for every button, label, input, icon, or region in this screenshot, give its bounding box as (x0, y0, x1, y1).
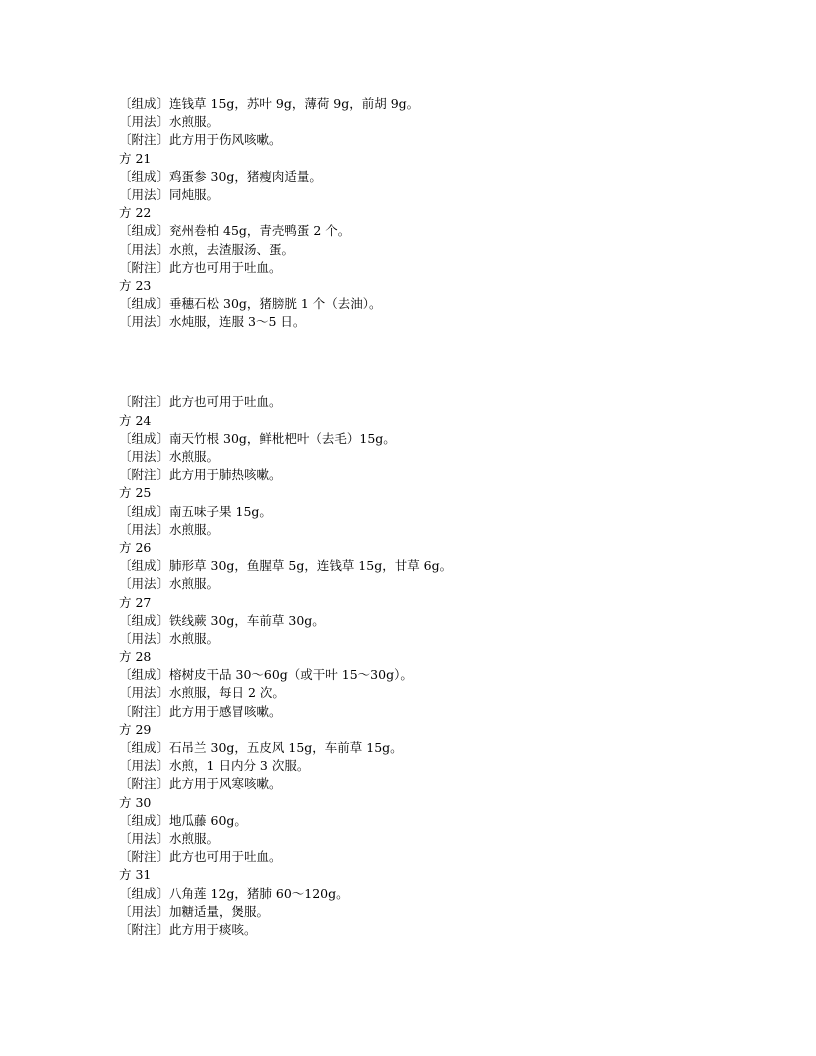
field-text: 铁线蕨 30g，车前草 30g。 (169, 612, 325, 628)
field-text: 水炖服，连服 3～5 日。 (169, 314, 306, 330)
field-text: 南五味子果 15g。 (169, 503, 272, 519)
field-label: 〔用法〕 (119, 903, 170, 919)
recipe-line (119, 241, 799, 259)
field-label: 〔附注〕 (119, 259, 170, 275)
recipe-heading (119, 484, 799, 502)
field-text: 水煎服。 (169, 576, 220, 592)
recipe-heading (119, 648, 799, 666)
text-block (119, 393, 799, 939)
recipe-heading (119, 866, 799, 884)
recipe-line (119, 430, 799, 448)
recipe-line (119, 812, 799, 830)
recipe-line (119, 775, 799, 793)
field-text: 水煎服。 (169, 114, 220, 130)
field-label: 〔组成〕 (119, 612, 170, 628)
recipe-line (119, 830, 799, 848)
field-text: 水煎服。 (169, 521, 220, 537)
field-label: 〔附注〕 (119, 776, 170, 792)
field-text: 八角莲 12g，猪肺 60～120g。 (169, 885, 349, 901)
recipe-line (119, 630, 799, 648)
field-label: 〔用法〕 (119, 314, 170, 330)
recipe-line (119, 393, 799, 411)
field-text: 此方用于感冒咳嗽。 (169, 703, 282, 719)
field-label: 〔附注〕 (119, 394, 170, 410)
field-label: 〔附注〕 (119, 132, 170, 148)
recipe-heading (119, 721, 799, 739)
recipe-number: 方 29 (119, 721, 152, 737)
field-text: 水煎服。 (169, 449, 220, 464)
recipe-heading (119, 594, 799, 612)
recipe-line (119, 503, 799, 521)
field-text: 水煎服。 (169, 830, 220, 846)
field-text: 地瓜藤 60g。 (169, 812, 247, 828)
field-text: 水煎服。 (169, 630, 220, 646)
field-label: 〔组成〕 (119, 503, 170, 519)
field-text: 榕树皮干品 30～60g（或干叶 15～30g）。 (169, 667, 413, 683)
recipe-line (119, 131, 799, 149)
text-block (119, 95, 799, 331)
field-label: 〔用法〕 (119, 449, 170, 464)
field-label: 〔用法〕 (119, 758, 170, 774)
field-text: 此方用于伤风咳嗽。 (169, 132, 282, 148)
recipe-line (119, 703, 799, 721)
recipe-line (119, 521, 799, 539)
field-label: 〔组成〕 (119, 96, 170, 111)
recipe-line (119, 295, 799, 313)
field-label: 〔组成〕 (119, 296, 170, 312)
recipe-line (119, 921, 799, 939)
recipe-line (119, 113, 799, 131)
field-label: 〔用法〕 (119, 685, 170, 701)
field-text: 鸡蛋参 30g，猪瘦肉适量。 (169, 168, 322, 184)
recipe-number: 方 30 (119, 794, 152, 810)
field-label: 〔附注〕 (119, 703, 170, 719)
recipe-line (119, 903, 799, 921)
field-label: 〔用法〕 (119, 830, 170, 846)
recipe-line (119, 848, 799, 866)
recipe-heading (119, 150, 799, 168)
field-label: 〔组成〕 (119, 740, 170, 755)
recipe-line (119, 885, 799, 903)
recipe-line (119, 666, 799, 684)
recipe-line (119, 757, 799, 775)
field-text: 此方用于风寒咳嗽。 (169, 776, 282, 792)
field-text: 垂穗石松 30g，猪膀胱 1 个（去油）。 (169, 296, 382, 312)
field-label: 〔组成〕 (119, 168, 170, 184)
field-text: 连钱草 15g，苏叶 9g，薄荷 9g，前胡 9g。 (169, 96, 420, 111)
field-label: 〔附注〕 (119, 849, 170, 865)
field-label: 〔组成〕 (119, 885, 170, 901)
recipe-heading (119, 539, 799, 557)
recipe-line (119, 739, 799, 757)
recipe-line (119, 222, 799, 240)
field-label: 〔组成〕 (119, 812, 170, 828)
recipe-heading (119, 277, 799, 295)
field-label: 〔组成〕 (119, 558, 170, 574)
field-label: 〔用法〕 (119, 521, 170, 537)
recipe-number: 方 24 (119, 412, 152, 428)
recipe-line (119, 186, 799, 204)
field-text: 水煎，去渣服汤、蛋。 (169, 241, 295, 257)
recipe-number: 方 21 (119, 150, 152, 166)
field-label: 〔组成〕 (119, 667, 170, 683)
recipe-number: 方 28 (119, 649, 152, 665)
field-label: 〔附注〕 (119, 921, 170, 937)
field-text: 石吊兰 30g，五皮风 15g，车前草 15g。 (169, 740, 403, 755)
field-text: 兖州卷柏 45g，青壳鸭蛋 2 个。 (169, 223, 351, 239)
recipe-number: 方 27 (119, 594, 152, 610)
recipe-number: 方 26 (119, 539, 152, 555)
recipe-line (119, 259, 799, 277)
field-label: 〔组成〕 (119, 430, 170, 446)
recipe-line (119, 557, 799, 575)
recipe-line (119, 612, 799, 630)
field-label: 〔用法〕 (119, 630, 170, 646)
recipe-line (119, 466, 799, 484)
field-text: 肺形草 30g，鱼腥草 5g，连钱草 15g，甘草 6g。 (169, 558, 453, 574)
recipe-heading (119, 204, 799, 222)
recipe-number: 方 22 (119, 205, 152, 221)
recipe-heading (119, 412, 799, 430)
document-page (119, 95, 799, 939)
recipe-line (119, 95, 799, 113)
field-text: 南天竹根 30g，鲜枇杷叶（去毛）15g。 (169, 430, 396, 446)
recipe-number: 方 23 (119, 277, 152, 293)
recipe-line (119, 313, 799, 331)
field-text: 加糖适量，煲服。 (169, 903, 270, 919)
field-label: 〔用法〕 (119, 576, 170, 592)
field-label: 〔用法〕 (119, 114, 170, 130)
field-text: 水煎服，每日 2 次。 (169, 685, 285, 701)
recipe-number: 方 25 (119, 485, 152, 501)
field-label: 〔用法〕 (119, 241, 170, 257)
recipe-line (119, 448, 799, 466)
field-text: 同炖服。 (169, 186, 220, 202)
field-text: 此方也可用于吐血。 (169, 394, 282, 410)
field-text: 水煎，1 日内分 3 次服。 (169, 758, 310, 774)
recipe-line (119, 684, 799, 702)
field-text: 此方也可用于吐血。 (169, 849, 282, 865)
field-text: 此方用于痰咳。 (169, 921, 257, 937)
field-label: 〔组成〕 (119, 223, 170, 239)
field-text: 此方用于肺热咳嗽。 (169, 467, 282, 483)
field-label: 〔用法〕 (119, 186, 170, 202)
field-text: 此方也可用于吐血。 (169, 259, 282, 275)
field-label: 〔附注〕 (119, 467, 170, 483)
recipe-line (119, 575, 799, 593)
recipe-number: 方 31 (119, 867, 152, 883)
recipe-heading (119, 794, 799, 812)
recipe-line (119, 168, 799, 186)
